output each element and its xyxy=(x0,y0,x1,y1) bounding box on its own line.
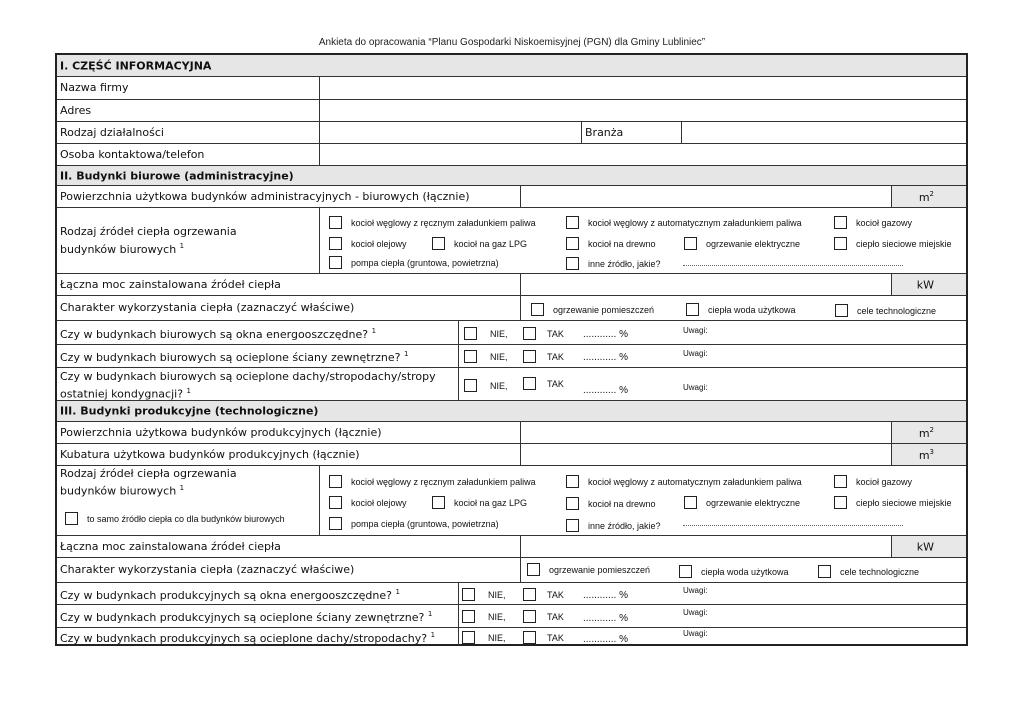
prod-same-source[interactable]: to samo źródło ciepła co dla budynków biurowych xyxy=(65,512,285,525)
office-walls-percent[interactable]: ............ % xyxy=(583,352,629,363)
prod-area-field[interactable] xyxy=(521,422,891,443)
checkbox[interactable] xyxy=(464,379,477,392)
row-office-windows xyxy=(57,321,966,345)
checkbox[interactable] xyxy=(329,216,342,229)
prod-usage-label: Charakter wykorzystania ciepła (zaznaczyć właściwe) xyxy=(60,563,355,576)
company-name-label: Nazwa firmy xyxy=(60,81,129,94)
office-windows-no[interactable]: NIE, xyxy=(464,327,508,340)
office-power-field[interactable] xyxy=(521,274,891,295)
row-office-walls xyxy=(57,345,966,368)
activity-type-field[interactable] xyxy=(320,122,580,143)
checkbox[interactable] xyxy=(523,377,536,390)
checkbox[interactable] xyxy=(329,237,342,250)
checkbox[interactable] xyxy=(834,216,847,229)
activity-type-label: Rodzaj działalności xyxy=(60,125,164,139)
office-opt-district[interactable]: ciepło sieciowe miejskie xyxy=(834,237,952,250)
section-2-header xyxy=(57,166,966,186)
row-prod-volume xyxy=(57,444,966,466)
office-usage-hot-water[interactable]: ciepła woda użytkowa xyxy=(686,303,796,316)
row-activity xyxy=(57,122,966,144)
prod-other-input-line[interactable] xyxy=(683,525,903,526)
row-prod-walls xyxy=(57,605,966,628)
company-name-field[interactable] xyxy=(320,77,966,99)
checkbox[interactable] xyxy=(566,475,579,488)
office-roof-no[interactable]: NIE, xyxy=(464,379,508,392)
checkbox[interactable] xyxy=(566,216,579,229)
prod-walls-yes[interactable]: TAK xyxy=(523,610,564,623)
document-title: Ankieta do opracowania “Planu Gospodarki Niskoemisyjnej (PGN) dla Gminy Lubliniec” xyxy=(318,37,706,48)
prod-opt-lpg[interactable]: kocioł na gaz LPG xyxy=(432,496,527,509)
office-usage-tech[interactable]: cele technologiczne xyxy=(835,304,936,317)
office-windows-percent[interactable]: ............ % xyxy=(583,329,629,340)
office-opt-heat-pump[interactable]: pompa ciepła (gruntowa, powietrzna) xyxy=(329,256,499,269)
office-heat-sources-label: Rodzaj źródeł ciepła ogrzewania budynków biurowych $^1$ xyxy=(60,224,237,256)
row-prod-power xyxy=(57,536,966,558)
prod-area-label: Powierzchnia użytkowa budynków produkcyjnych (łącznie) xyxy=(60,425,382,439)
prod-opt-coal-auto[interactable]: kocioł węglowy z automatycznym załadunkiem paliwa xyxy=(566,475,802,488)
row-company-name xyxy=(57,77,966,100)
office-area-unit: $m^2$ xyxy=(918,189,934,204)
checkbox[interactable] xyxy=(65,512,78,525)
office-opt-electric[interactable]: ogrzewanie elektryczne xyxy=(684,237,800,250)
checkbox[interactable] xyxy=(432,237,445,250)
office-roof-percent[interactable]: ............ % xyxy=(583,385,629,396)
checkbox[interactable] xyxy=(523,588,536,601)
prod-power-field[interactable] xyxy=(521,536,891,557)
row-office-usage xyxy=(57,296,966,321)
section-1-header xyxy=(57,55,966,77)
address-field[interactable] xyxy=(320,100,966,121)
prod-opt-oil[interactable]: kocioł olejowy xyxy=(329,496,407,509)
prod-roof-notes[interactable]: Uwagi: xyxy=(683,629,708,638)
row-office-roof xyxy=(57,368,966,401)
prod-power-label: Łączna moc zainstalowana źródeł ciepła xyxy=(60,539,281,553)
prod-usage-tech[interactable]: cele technologiczne xyxy=(818,565,919,578)
prod-windows-notes[interactable]: Uwagi: xyxy=(683,586,708,595)
office-power-label: Łączna moc zainstalowana źródeł ciepła xyxy=(60,277,281,291)
office-windows-yes[interactable]: TAK xyxy=(523,327,564,340)
office-walls-yes[interactable]: TAK xyxy=(523,350,564,363)
row-office-heat-sources xyxy=(57,208,966,274)
prod-opt-electric[interactable]: ogrzewanie elektryczne xyxy=(684,496,800,509)
checkbox[interactable] xyxy=(523,631,536,644)
office-opt-wood[interactable]: kocioł na drewno xyxy=(566,237,656,250)
row-contact xyxy=(57,144,966,166)
prod-walls-no[interactable]: NIE, xyxy=(462,610,506,623)
checkbox[interactable] xyxy=(531,303,544,316)
contact-field[interactable] xyxy=(320,144,966,165)
checkbox[interactable] xyxy=(432,496,445,509)
checkbox[interactable] xyxy=(679,565,692,578)
prod-opt-other[interactable]: inne źródło, jakie? xyxy=(566,519,661,532)
office-opt-gas[interactable]: kocioł gazowy xyxy=(834,216,912,229)
prod-heat-sources-label: Rodzaj źródeł ciepła ogrzewania budynków biurowych $^1$ xyxy=(60,467,237,498)
office-area-label: Powierzchnia użytkowa budynków administracyjnych - biurowych (łącznie) xyxy=(60,189,470,203)
checkbox[interactable] xyxy=(834,496,847,509)
office-walls-label: Czy w budynkach biurowych są ocieplone ściany zewnętrzne? $^1$ xyxy=(60,350,409,364)
address-label: Adres xyxy=(60,103,92,117)
industry-label: Branża xyxy=(585,126,624,139)
checkbox[interactable] xyxy=(566,519,579,532)
office-walls-no[interactable]: NIE, xyxy=(464,350,508,363)
row-prod-usage xyxy=(57,558,966,583)
prod-opt-coal-manual[interactable]: kocioł węglowy z ręcznym załadunkiem paliwa xyxy=(329,475,536,488)
prod-opt-gas[interactable]: kocioł gazowy xyxy=(834,475,912,488)
prod-walls-notes[interactable]: Uwagi: xyxy=(683,608,708,617)
office-walls-notes[interactable]: Uwagi: xyxy=(683,349,708,358)
prod-usage-space[interactable]: ogrzewanie pomieszczeń xyxy=(527,563,650,576)
checkbox[interactable] xyxy=(834,237,847,250)
prod-usage-hot-water[interactable]: ciepła woda użytkowa xyxy=(679,565,789,578)
survey-form xyxy=(55,53,968,646)
checkbox[interactable] xyxy=(329,475,342,488)
prod-windows-yes[interactable]: TAK xyxy=(523,588,564,601)
office-opt-coal-manual[interactable]: kocioł węglowy z ręcznym załadunkiem paliwa xyxy=(329,216,536,229)
office-roof-label: Czy w budynkach biurowych są ocieplone dachy/stropodachy/stropy ostatniej kondygnacji? $^1$ xyxy=(60,370,436,401)
section-1-title: I. CZĘŚĆ INFORMACYJNA xyxy=(60,59,212,72)
checkbox[interactable] xyxy=(464,350,477,363)
office-windows-notes[interactable]: Uwagi: xyxy=(683,326,708,335)
prod-roof-yes[interactable]: TAK xyxy=(523,631,564,644)
prod-volume-label: Kubatura użytkowa budynków produkcyjnych (łącznie) xyxy=(60,447,360,461)
prod-walls-label: Czy w budynkach produkcyjnych są ocieplone ściany zewnętrzne? $^1$ xyxy=(60,610,433,624)
prod-opt-district[interactable]: ciepło sieciowe miejskie xyxy=(834,496,952,509)
prod-opt-wood[interactable]: kocioł na drewno xyxy=(566,497,656,510)
section-3-title: III. Budynki produkcyjne (technologiczne) xyxy=(60,404,319,418)
checkbox[interactable] xyxy=(462,610,475,623)
industry-field[interactable] xyxy=(682,122,966,143)
checkbox[interactable] xyxy=(527,563,540,576)
checkbox[interactable] xyxy=(818,565,831,578)
checkbox[interactable] xyxy=(835,304,848,317)
prod-windows-label: Czy w budynkach produkcyjnych są okna energooszczędne? $^1$ xyxy=(60,587,400,602)
checkbox[interactable] xyxy=(566,257,579,270)
row-office-power xyxy=(57,274,966,296)
office-opt-oil[interactable]: kocioł olejowy xyxy=(329,237,407,250)
prod-area-unit: $m^2$ xyxy=(918,425,934,440)
office-power-unit: kW xyxy=(916,278,934,291)
office-other-input-line[interactable] xyxy=(683,265,903,266)
section-3-header xyxy=(57,401,966,422)
checkbox[interactable] xyxy=(834,475,847,488)
contact-label: Osoba kontaktowa/telefon xyxy=(60,147,205,161)
row-prod-heat-sources xyxy=(57,466,966,536)
prod-volume-unit: $m^3$ xyxy=(918,447,934,462)
row-prod-roof xyxy=(57,628,966,646)
checkbox[interactable] xyxy=(523,610,536,623)
checkbox[interactable] xyxy=(523,327,536,340)
prod-roof-no[interactable]: NIE, xyxy=(462,631,506,644)
checkbox[interactable] xyxy=(684,237,697,250)
prod-roof-percent[interactable]: ............ % xyxy=(583,634,629,645)
row-prod-area xyxy=(57,422,966,444)
prod-volume-field[interactable] xyxy=(521,444,891,465)
prod-windows-no[interactable]: NIE, xyxy=(462,588,506,601)
office-usage-label: Charakter wykorzystania ciepła (zaznaczyć właściwe) xyxy=(60,301,355,314)
checkbox[interactable] xyxy=(686,303,699,316)
office-area-field[interactable] xyxy=(521,186,891,207)
office-windows-label: Czy w budynkach biurowych są okna energooszczędne? $^1$ xyxy=(60,326,377,341)
checkbox[interactable] xyxy=(329,256,342,269)
prod-walls-percent[interactable]: ............ % xyxy=(583,613,629,624)
checkbox[interactable] xyxy=(329,496,342,509)
prod-opt-heat-pump[interactable]: pompa ciepła (gruntowa, powietrzna) xyxy=(329,517,499,530)
prod-windows-percent[interactable]: ............ % xyxy=(583,590,629,601)
section-2-title: II. Budynki biurowe (administracyjne) xyxy=(60,169,294,182)
checkbox[interactable] xyxy=(464,327,477,340)
checkbox[interactable] xyxy=(523,350,536,363)
office-usage-space[interactable]: ogrzewanie pomieszczeń xyxy=(531,303,654,316)
row-address xyxy=(57,100,966,122)
checkbox[interactable] xyxy=(566,497,579,510)
prod-power-unit: kW xyxy=(916,540,934,553)
office-roof-yes[interactable]: TAK xyxy=(523,377,564,390)
checkbox[interactable] xyxy=(462,588,475,601)
office-roof-notes[interactable]: Uwagi: xyxy=(683,383,708,392)
checkbox[interactable] xyxy=(462,631,475,644)
checkbox[interactable] xyxy=(329,517,342,530)
prod-roof-label: Czy w budynkach produkcyjnych są ocieplone dachy/stropodachy? $^1$ xyxy=(60,631,436,645)
row-prod-windows xyxy=(57,583,966,605)
office-opt-lpg[interactable]: kocioł na gaz LPG xyxy=(432,237,527,250)
office-opt-coal-auto[interactable]: kocioł węglowy z automatycznym załadunkiem paliwa xyxy=(566,216,802,229)
checkbox[interactable] xyxy=(566,237,579,250)
checkbox[interactable] xyxy=(684,496,697,509)
office-opt-other[interactable]: inne źródło, jakie? xyxy=(566,257,661,270)
row-office-area xyxy=(57,186,966,208)
